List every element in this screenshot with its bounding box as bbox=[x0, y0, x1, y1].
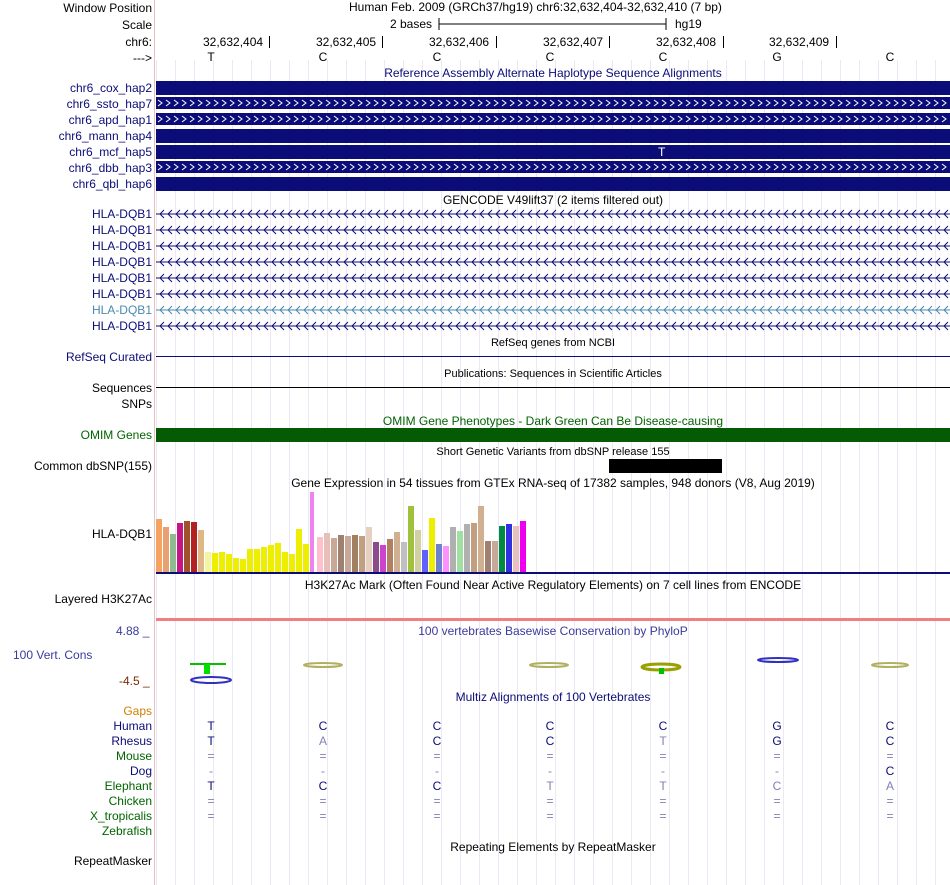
gencode-gene-label-0[interactable]: HLA-DQB1 bbox=[91, 207, 152, 221]
h3k27ac-title: H3K27Ac Mark (Often Found Near Active Regulatory Elements) on 7 cell lines from ENCODE bbox=[304, 578, 802, 592]
reference-base: C bbox=[885, 50, 895, 64]
alignment-base: - bbox=[321, 764, 325, 778]
alt-hap-bar-0[interactable] bbox=[156, 81, 950, 95]
gencode-gene-label-3[interactable]: HLA-DQB1 bbox=[91, 255, 152, 269]
alignment-base: T bbox=[546, 779, 554, 793]
snps-label[interactable]: SNPs bbox=[121, 397, 152, 411]
gtex-tissue-bar[interactable] bbox=[317, 537, 323, 572]
alignment-base: A bbox=[318, 734, 327, 748]
gtex-tissue-bar[interactable] bbox=[303, 544, 309, 572]
reference-base: C bbox=[658, 50, 668, 64]
scale-bases: 2 bases bbox=[390, 17, 433, 31]
phylop-glyph-3 bbox=[530, 663, 568, 667]
alt-hap-label-0[interactable]: chr6_cox_hap2 bbox=[69, 81, 152, 95]
species-label-5[interactable]: Chicken bbox=[108, 794, 152, 808]
alignment-base: - bbox=[548, 764, 552, 778]
gtex-tissue-bar[interactable] bbox=[254, 549, 260, 572]
gencode-gene-line-0[interactable] bbox=[156, 207, 950, 221]
gtex-tissue-bar[interactable] bbox=[240, 559, 246, 572]
alignment-base: - bbox=[435, 764, 439, 778]
reference-base: G bbox=[772, 50, 782, 64]
alt-hap-bar-6[interactable] bbox=[156, 177, 950, 191]
gene-strand-arrows bbox=[156, 306, 950, 314]
alignment-base: T bbox=[207, 734, 215, 748]
alignment-base: C bbox=[772, 779, 782, 793]
ruler-tick-2: 32,632,406 bbox=[429, 35, 490, 49]
reference-base: T bbox=[207, 50, 215, 64]
phylop-min-value: -4.5 _ bbox=[119, 674, 150, 688]
gtex-tissue-bar[interactable] bbox=[513, 526, 519, 572]
gencode-gene-label-6[interactable]: HLA-DQB1 bbox=[91, 303, 152, 317]
alignment-base: = bbox=[659, 749, 667, 763]
h3k27ac-label[interactable]: Layered H3K27Ac bbox=[54, 592, 152, 606]
alignment-base: T bbox=[659, 734, 667, 748]
phylop-glyph-5 bbox=[758, 658, 798, 662]
alignment-base: = bbox=[546, 749, 554, 763]
gtex-tissue-bar[interactable] bbox=[233, 558, 239, 572]
alt-hap-label-2[interactable]: chr6_apd_hap1 bbox=[68, 113, 152, 127]
gtex-tissue-bar[interactable] bbox=[429, 518, 435, 572]
chrom-label[interactable]: chr6: bbox=[125, 35, 152, 49]
gtex-tissue-bar[interactable] bbox=[415, 530, 421, 572]
alignment-base: = bbox=[546, 809, 554, 823]
gencode-gene-line-6[interactable] bbox=[156, 303, 950, 317]
alt-hap-bar-4[interactable] bbox=[156, 145, 950, 159]
gtex-tissue-bar[interactable] bbox=[345, 536, 351, 572]
gtex-tissue-bar[interactable] bbox=[205, 552, 211, 572]
phylop-glyph-4 bbox=[642, 664, 680, 674]
omim-title: OMIM Gene Phenotypes - Dark Green Can Be Disease-causing bbox=[382, 414, 724, 428]
alignment-base: C bbox=[318, 779, 328, 793]
alt-hap-label-5[interactable]: chr6_dbb_hap3 bbox=[68, 161, 152, 175]
ruler-tick-mark bbox=[382, 36, 383, 48]
alignment-base: = bbox=[433, 794, 441, 808]
gene-strand-arrows bbox=[156, 322, 950, 330]
gtex-tissue-bar[interactable] bbox=[282, 552, 288, 572]
alignment-base: = bbox=[886, 809, 894, 823]
gtex-tissue-bar[interactable] bbox=[310, 492, 314, 572]
gtex-tissue-bar[interactable] bbox=[324, 533, 330, 572]
gencode-title: GENCODE V49lift37 (2 items filtered out) bbox=[442, 193, 664, 207]
gtex-tissue-bar[interactable] bbox=[450, 527, 456, 572]
phylop-conservation-plot[interactable] bbox=[156, 655, 950, 687]
gtex-tissue-bar[interactable] bbox=[261, 547, 267, 572]
phylop-title: 100 vertebrates Basewise Conservation by PhyloP bbox=[418, 624, 688, 638]
gene-strand-arrows bbox=[156, 258, 950, 266]
alt-haplotypes-title: Reference Assembly Alternate Haplotype Sequence Alignments bbox=[384, 66, 722, 80]
gtex-tissue-bar[interactable] bbox=[156, 519, 162, 572]
alt-hap-label-1[interactable]: chr6_ssto_hap7 bbox=[66, 97, 152, 111]
reference-base: C bbox=[318, 50, 328, 64]
alignment-base: G bbox=[772, 719, 782, 733]
gtex-tissue-bar[interactable] bbox=[485, 541, 491, 572]
alignment-base: = bbox=[433, 749, 441, 763]
multiz-gaps-label[interactable]: Gaps bbox=[123, 704, 152, 718]
gencode-gene-label-7[interactable]: HLA-DQB1 bbox=[91, 319, 152, 333]
alignment-base: A bbox=[885, 779, 894, 793]
species-label-7[interactable]: Zebrafish bbox=[101, 824, 152, 838]
strand-arrow-glyphs bbox=[158, 100, 946, 106]
phylop-glyph-2 bbox=[304, 663, 342, 667]
scale-bar bbox=[438, 17, 670, 31]
gtex-tissue-bar[interactable] bbox=[401, 542, 407, 572]
alt-hap-label-6[interactable]: chr6_qbl_hap6 bbox=[72, 177, 152, 191]
publications-label[interactable]: Sequences bbox=[91, 381, 152, 395]
gtex-tissue-bar[interactable] bbox=[198, 530, 204, 572]
gtex-tissue-bar[interactable] bbox=[359, 536, 365, 572]
alignment-base: C bbox=[318, 719, 328, 733]
data-area-left-border bbox=[154, 0, 155, 885]
gencode-gene-label-1[interactable]: HLA-DQB1 bbox=[91, 223, 152, 237]
gencode-gene-line-1[interactable] bbox=[156, 223, 950, 237]
alignment-base: C bbox=[432, 719, 442, 733]
alignment-base: C bbox=[545, 734, 555, 748]
ruler-tick-mark bbox=[723, 36, 724, 48]
multiz-title: Multiz Alignments of 100 Vertebrates bbox=[455, 690, 651, 704]
gencode-gene-line-3[interactable] bbox=[156, 255, 950, 269]
alignment-base: C bbox=[885, 734, 895, 748]
gtex-tissue-bar[interactable] bbox=[457, 531, 463, 572]
gtex-expression-chart[interactable] bbox=[156, 490, 950, 576]
gtex-tissue-bar[interactable] bbox=[331, 538, 337, 572]
gtex-tissue-bar[interactable] bbox=[520, 521, 526, 572]
gtex-tissue-bar[interactable] bbox=[226, 554, 232, 572]
gene-strand-arrows bbox=[156, 274, 950, 282]
alignment-base: G bbox=[772, 734, 782, 748]
dbsnp-variant-block[interactable] bbox=[609, 459, 722, 473]
gtex-gene-label[interactable]: HLA-DQB1 bbox=[91, 527, 152, 541]
publications-line[interactable] bbox=[156, 387, 950, 388]
gtex-tissue-bar[interactable] bbox=[387, 539, 393, 572]
alignment-base: = bbox=[433, 809, 441, 823]
alignment-base: = bbox=[546, 794, 554, 808]
window-position-label[interactable]: Window Position bbox=[63, 1, 152, 15]
gtex-tissue-bar[interactable] bbox=[506, 524, 512, 572]
gtex-tissue-bar[interactable] bbox=[184, 521, 190, 572]
phylop-glyph-1 bbox=[190, 664, 231, 683]
refseq-gene-line[interactable] bbox=[156, 356, 950, 357]
alt-hap-bar-3[interactable] bbox=[156, 129, 950, 143]
gencode-gene-label-4[interactable]: HLA-DQB1 bbox=[91, 271, 152, 285]
gtex-tissue-bar[interactable] bbox=[366, 527, 372, 572]
h3k27ac-signal-line[interactable] bbox=[156, 618, 950, 621]
ruler-tick-5: 32,632,409 bbox=[769, 35, 830, 49]
scale-label[interactable]: Scale bbox=[121, 18, 152, 32]
alignment-base: C bbox=[432, 779, 442, 793]
gtex-tissue-bar[interactable] bbox=[373, 542, 379, 572]
alt-hap-arrow-row bbox=[156, 161, 950, 173]
reference-base: C bbox=[432, 50, 442, 64]
gtex-tissue-bar[interactable] bbox=[275, 543, 281, 572]
gencode-gene-line-2[interactable] bbox=[156, 239, 950, 253]
species-label-2[interactable]: Mouse bbox=[115, 749, 152, 763]
refseq-title: RefSeq genes from NCBI bbox=[490, 337, 616, 349]
gtex-tissue-bar[interactable] bbox=[478, 506, 484, 572]
strand-arrow-glyphs bbox=[158, 164, 946, 170]
alignment-base: - bbox=[209, 764, 213, 778]
ruler-tick-mark bbox=[269, 36, 270, 48]
alignment-base: C bbox=[432, 734, 442, 748]
omim-label[interactable]: OMIM Genes bbox=[80, 428, 152, 442]
species-label-6[interactable]: X_tropicalis bbox=[89, 809, 152, 823]
phylop-label[interactable]: 100 Vert. Cons bbox=[13, 648, 93, 662]
dbsnp-title: Short Genetic Variants from dbSNP release 155 bbox=[436, 446, 670, 458]
gtex-tissue-bar[interactable] bbox=[163, 527, 169, 572]
gtex-tissue-bar[interactable] bbox=[289, 554, 295, 572]
gtex-tissue-bar[interactable] bbox=[296, 529, 302, 572]
alignment-base: = bbox=[319, 809, 327, 823]
gtex-tissue-bar[interactable] bbox=[247, 549, 253, 572]
gencode-gene-line-4[interactable] bbox=[156, 271, 950, 285]
gencode-gene-line-7[interactable] bbox=[156, 319, 950, 333]
alt-hap-arrow-row bbox=[156, 113, 950, 125]
gtex-tissue-bar[interactable] bbox=[471, 523, 477, 572]
alignment-base: C bbox=[545, 719, 555, 733]
gene-strand-arrows bbox=[156, 226, 950, 234]
alignment-base: C bbox=[658, 719, 668, 733]
gtex-tissue-bar[interactable] bbox=[380, 545, 386, 572]
species-label-4[interactable]: Elephant bbox=[104, 779, 152, 793]
ruler-tick-mark bbox=[496, 36, 497, 48]
reference-base: C bbox=[545, 50, 555, 64]
ruler-tick-0: 32,632,404 bbox=[203, 35, 264, 49]
omim-gene-bar[interactable] bbox=[156, 428, 950, 442]
alignment-base: = bbox=[207, 809, 215, 823]
gtex-tissue-bar[interactable] bbox=[492, 541, 498, 572]
strand-label: ---> bbox=[133, 51, 152, 65]
gtex-tissue-bar[interactable] bbox=[268, 545, 274, 572]
gencode-gene-label-2[interactable]: HLA-DQB1 bbox=[91, 239, 152, 253]
dbsnp-label[interactable]: Common dbSNP(155) bbox=[33, 459, 152, 473]
publications-title: Publications: Sequences in Scientific Articles bbox=[444, 368, 662, 380]
alignment-base: T bbox=[207, 779, 215, 793]
alignment-base: = bbox=[659, 794, 667, 808]
alignment-base: C bbox=[885, 764, 895, 778]
gene-strand-arrows bbox=[156, 242, 950, 250]
ruler-tick-3: 32,632,407 bbox=[543, 35, 604, 49]
alignment-base: = bbox=[886, 794, 894, 808]
alignment-base: = bbox=[659, 809, 667, 823]
gtex-tissue-bar[interactable] bbox=[352, 535, 358, 572]
alignment-base: = bbox=[207, 749, 215, 763]
alignment-base: = bbox=[319, 794, 327, 808]
alignment-base: = bbox=[886, 749, 894, 763]
gene-strand-arrows bbox=[156, 210, 950, 218]
gtex-tissue-bar[interactable] bbox=[464, 524, 470, 572]
alignment-base: = bbox=[773, 749, 781, 763]
repeatmasker-label[interactable]: RepeatMasker bbox=[73, 854, 152, 868]
alignment-base: T bbox=[207, 719, 215, 733]
gtex-tissue-bar[interactable] bbox=[177, 523, 183, 572]
ruler-tick-mark bbox=[836, 36, 837, 48]
alignment-base: = bbox=[207, 794, 215, 808]
gtex-tissue-bar[interactable] bbox=[422, 550, 428, 572]
gtex-tissue-bar[interactable] bbox=[394, 532, 400, 572]
gencode-gene-line-5[interactable] bbox=[156, 287, 950, 301]
gtex-tissue-bar[interactable] bbox=[170, 534, 176, 572]
ruler-tick-4: 32,632,408 bbox=[656, 35, 717, 49]
ruler-tick-1: 32,632,405 bbox=[316, 35, 377, 49]
gencode-gene-label-5[interactable]: HLA-DQB1 bbox=[91, 287, 152, 301]
alignment-base: = bbox=[773, 794, 781, 808]
alignment-base: = bbox=[773, 809, 781, 823]
gene-strand-arrows bbox=[156, 290, 950, 298]
repeatmasker-title: Repeating Elements by RepeatMasker bbox=[450, 840, 656, 854]
strand-arrow-glyphs bbox=[158, 116, 946, 122]
alignment-base: - bbox=[661, 764, 665, 778]
scale-assembly: hg19 bbox=[675, 17, 702, 31]
gtex-tissue-bar[interactable] bbox=[443, 546, 449, 572]
window-position-value: Human Feb. 2009 (GRCh37/hg19) chr6:32,632,404-32,632,410 (7 bp) bbox=[349, 0, 722, 14]
alignment-base: = bbox=[319, 749, 327, 763]
alt-hap-arrow-row bbox=[156, 97, 950, 109]
refseq-label[interactable]: RefSeq Curated bbox=[65, 350, 152, 364]
gtex-tissue-bar[interactable] bbox=[436, 544, 442, 572]
alignment-base: - bbox=[775, 764, 779, 778]
phylop-glyph-6 bbox=[872, 663, 908, 667]
gtex-tissue-bar[interactable] bbox=[191, 522, 197, 572]
alt-hap-base: T bbox=[658, 145, 666, 159]
gtex-tissue-bar[interactable] bbox=[338, 535, 344, 572]
species-label-1[interactable]: Rhesus bbox=[111, 734, 152, 748]
gtex-tissue-bar[interactable] bbox=[212, 553, 218, 572]
gtex-tissue-bar[interactable] bbox=[408, 506, 414, 572]
gtex-tissue-bar[interactable] bbox=[219, 552, 225, 572]
ruler-tick-mark bbox=[609, 36, 610, 48]
phylop-max-value: 4.88 _ bbox=[116, 624, 150, 638]
alignment-base: C bbox=[885, 719, 895, 733]
species-label-0[interactable]: Human bbox=[113, 719, 152, 733]
gtex-title: Gene Expression in 54 tissues from GTEx RNA-seq of 17382 samples, 948 donors (V8, Aug 2019) bbox=[291, 476, 815, 490]
alt-hap-label-4[interactable]: chr6_mcf_hap5 bbox=[69, 145, 152, 159]
alt-hap-label-3[interactable]: chr6_mann_hap4 bbox=[58, 129, 152, 143]
species-label-3[interactable]: Dog bbox=[129, 764, 152, 778]
alignment-base: T bbox=[659, 779, 667, 793]
gtex-tissue-bar[interactable] bbox=[499, 526, 505, 572]
